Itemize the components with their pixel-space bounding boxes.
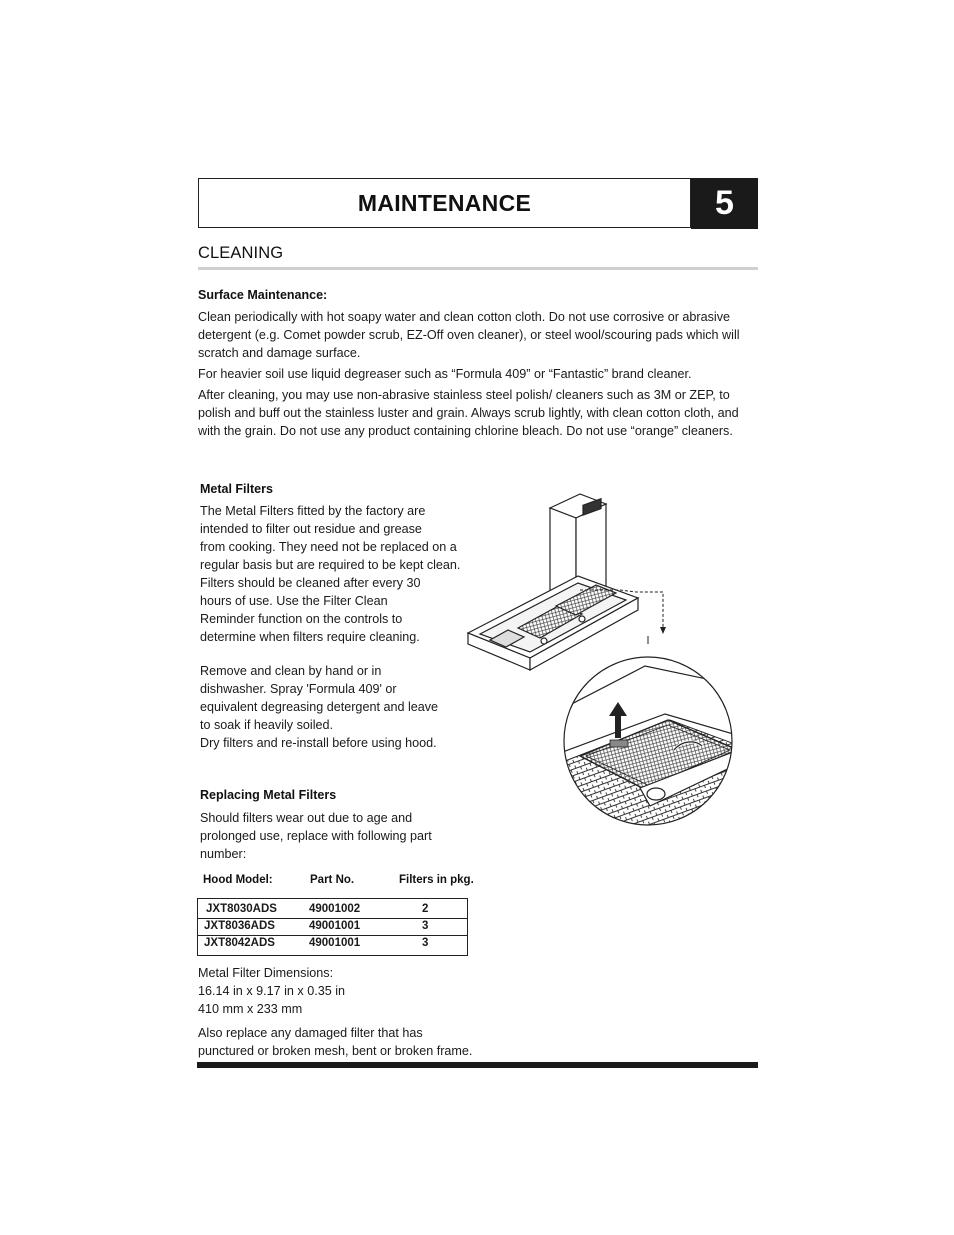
filter-detail-view <box>560 648 740 828</box>
surface-paragraph-1 <box>198 308 758 362</box>
dimensions-block <box>198 964 498 1018</box>
section-title: CLEANING <box>198 244 284 262</box>
text-line: scratch and damage surface. <box>198 346 361 360</box>
table-cell-count: 3 <box>422 920 429 932</box>
text-line: hours of use. Use the Filter Clean <box>200 594 388 608</box>
table-cell-model: JXT8036ADS <box>204 920 275 932</box>
text-line: The Metal Filters fitted by the factory are <box>200 504 426 518</box>
table-cell-count: 3 <box>422 937 429 949</box>
replacing-filters-heading: Replacing Metal Filters <box>200 788 337 802</box>
table-cell-part: 49001001 <box>309 920 361 932</box>
chapter-number: 5 <box>691 178 758 229</box>
table-row <box>198 901 467 919</box>
table-row <box>198 935 467 952</box>
text-line: number: <box>200 847 247 861</box>
surface-paragraph-3 <box>198 386 758 440</box>
text-line: After cleaning, you may use non-abrasive stainless steel polish/ cleaners such as 3M or ZEP, to <box>198 388 730 402</box>
replacement-note <box>198 1024 498 1060</box>
table-cell-model: JXT8030ADS <box>206 903 277 915</box>
text-line: Clean periodically with hot soapy water and clean cotton cloth. Do not use corrosive or abrasive <box>198 310 731 324</box>
text-line: dishwasher. Spray 'Formula 409' or <box>200 682 397 696</box>
table-cell-part: 49001002 <box>309 903 361 915</box>
text-line: with the grain. Do not use any product containing chlorine bleach. Do not use “orange” cleaners. <box>198 424 733 438</box>
text-line: regular basis but are required to be kept clean. <box>200 558 461 572</box>
section-divider <box>198 267 758 270</box>
text-line: Reminder function on the controls to <box>200 612 403 626</box>
text-line: equivalent degreasing detergent and leave <box>200 700 439 714</box>
dimensions-metric: 410 mm x 233 mm <box>198 1002 303 1016</box>
text-line: intended to filter out residue and grease <box>200 522 422 536</box>
metal-filters-paragraph-1 <box>200 502 465 646</box>
text-line: determine when filters require cleaning. <box>200 630 420 644</box>
text-line: Remove and clean by hand or in <box>200 664 382 678</box>
table-cell-part: 49001001 <box>309 937 361 949</box>
table-header-model: Hood Model: <box>203 874 273 886</box>
text-line: Also replace any damaged filter that has <box>198 1026 423 1040</box>
table-header-part: Part No. <box>310 874 355 886</box>
parts-table <box>197 898 468 956</box>
range-hood-filter-illustration <box>460 488 750 828</box>
chapter-header <box>198 178 691 228</box>
text-line: prolonged use, replace with following part <box>200 829 432 843</box>
surface-paragraph-2: For heavier soil use liquid degreaser such as “Formula 409” or “Fantastic” brand cleaner. <box>198 367 692 381</box>
footer-rule <box>197 1062 758 1068</box>
metal-filters-paragraph-2 <box>200 662 465 752</box>
replacing-paragraph <box>200 809 465 863</box>
metal-filters-heading: Metal Filters <box>200 482 273 496</box>
text-line: Filters should be cleaned after every 30 <box>200 576 421 590</box>
surface-maintenance-heading: Surface Maintenance: <box>198 288 328 302</box>
text-line: detergent (e.g. Comet powder scrub, EZ-Off oven cleaner), or steel wool/scouring pads which will <box>198 328 740 342</box>
text-line: Should filters wear out due to age and <box>200 811 413 825</box>
table-row <box>198 918 467 936</box>
page-title: MAINTENANCE <box>357 189 532 216</box>
table-header-count: Filters in pkg. <box>399 874 474 886</box>
text-line: punctured or broken mesh, bent or broken frame. <box>198 1044 473 1058</box>
text-line: from cooking. They need not be replaced on a <box>200 540 457 554</box>
text-line: to soak if heavily soiled. <box>200 718 334 732</box>
text-line: Dry filters and re-install before using hood. <box>200 736 437 750</box>
dimensions-heading: Metal Filter Dimensions: <box>198 966 334 980</box>
table-cell-model: JXT8042ADS <box>204 937 275 949</box>
table-cell-count: 2 <box>422 903 429 915</box>
dimensions-imperial: 16.14 in x 9.17 in x 0.35 in <box>198 984 346 998</box>
text-line: polish and buff out the stainless luster and grain. Always scrub lightly, with clean cotton cloth, and <box>198 406 739 420</box>
